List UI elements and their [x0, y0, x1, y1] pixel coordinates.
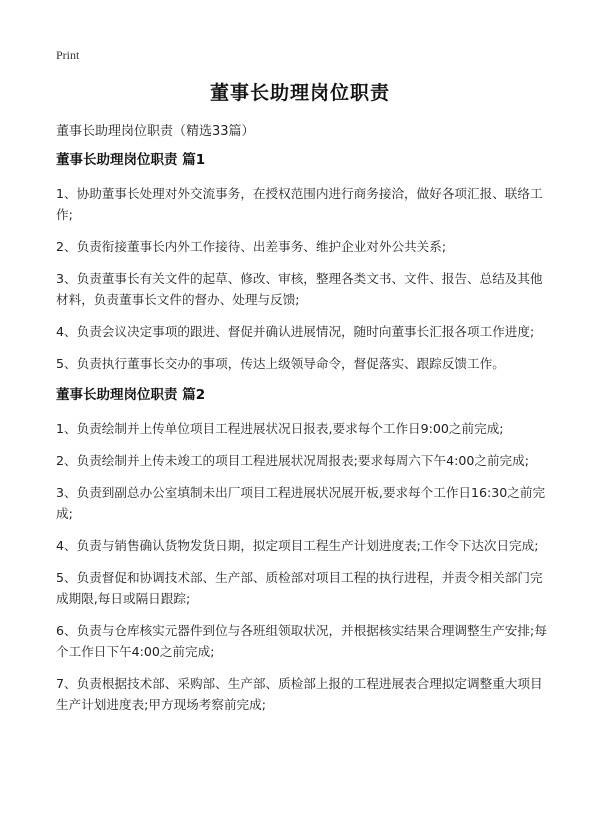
list-item: 3、负责董事长有关文件的起草、修改、审核，整理各类文书、文件、报告、总结及其他材料，负责董事长文件的督办、处理与反馈; — [56, 271, 543, 307]
document-body — [56, 150, 550, 726]
page-title: 董事长助理岗位职责 — [209, 82, 390, 104]
section-heading: 董事长助理岗位职责 篇1 — [56, 152, 206, 168]
list-item: 4、负责会议决定事项的跟进、督促并确认进展情况，随时向董事长汇报各项工作进度; — [56, 324, 535, 339]
list-item: 5、负责督促和协调技术部、生产部、质检部对项目工程的执行进程，并责令相关部门完成期限,每日或隔日跟踪; — [56, 570, 543, 606]
print-label: Print — [56, 48, 80, 62]
list-item: 2、负责衔接董事长内外工作接待、出差事务、维护企业对外公共关系; — [56, 239, 447, 254]
list-item: 6、负责与仓库核实元器件到位与各班组领取状况，并根据核实结果合理调整生产安排;每个工作日下午4:00之前完成; — [56, 623, 547, 659]
section-heading: 董事长助理岗位职责 篇2 — [56, 387, 206, 403]
list-item: 3、负责到副总办公室填制未出厂项目工程进展状况展开板,要求每个工作日16:30之前完成; — [56, 485, 546, 521]
section-2 — [56, 385, 550, 715]
list-item: 5、负责执行董事长交办的事项，传达上级领导命令，督促落实、跟踪反馈工作。 — [56, 356, 505, 371]
list-item: 7、负责根据技术部、采购部、生产部、质检部上报的工程进展表合理拟定调整重大项目生产计划进度表;甲方现场考察前完成; — [56, 676, 543, 712]
section-1 — [56, 150, 550, 374]
document-subtitle: 董事长助理岗位职责（精选33篇） — [56, 124, 255, 139]
list-item: 2、负责绘制并上传未竣工的项目工程进展状况周报表;要求每周六下午4:00之前完成; — [56, 453, 529, 468]
list-item: 1、协助董事长处理对外交流事务，在授权范围内进行商务接洽，做好各项汇报、联络工作; — [56, 186, 543, 222]
list-item: 4、负责与销售确认货物发货日期，拟定项目工程生产计划进度表;工作令下达次日完成; — [56, 538, 539, 553]
list-item: 1、负责绘制并上传单位项目工程进展状况日报表,要求每个工作日9:00之前完成; — [56, 421, 504, 436]
